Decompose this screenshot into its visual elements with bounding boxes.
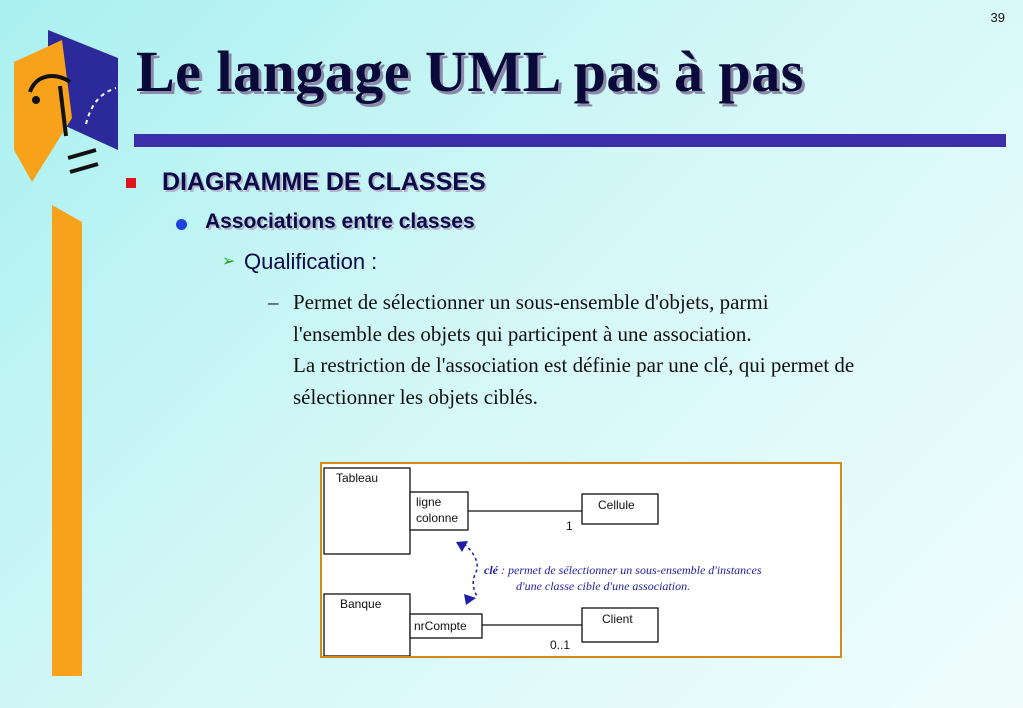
decorative-logo-face-icon [0,0,135,708]
qualifier-colonne: colonne [416,511,459,525]
uml-class-diagram [322,464,840,656]
bullet-level-4 [268,287,1008,413]
paragraph-line: l'ensemble des objets qui participent à une association. [293,321,752,346]
slide-title: Le langage UML pas à pas [136,39,804,104]
qualifier-ligne: ligne [416,495,442,509]
dash-bullet-icon: – [268,290,279,314]
paragraph-line: Permet de sélectionner un sous-ensemble d'objets, parmi [293,290,769,314]
annotation-line-1: clé : permet de sélectionner un sous-ensemble d'instances [484,563,762,577]
topic-text: Qualification : [244,249,378,274]
class-name-tableau: Tableau [336,471,379,485]
round-bullet-icon [176,219,187,230]
class-name-client: Client [602,612,633,626]
arrow-bullet-icon: ➢ [222,253,236,270]
paragraph-line: La restriction de l'association est définie par une clé, qui permet de [293,353,855,377]
paragraph-block [293,287,1008,413]
uml-qualification-figure [320,462,842,658]
class-name-cellule: Cellule [598,498,635,512]
annotation-pointer [464,544,478,598]
class-name-banque: Banque [340,597,382,611]
annotation-line-2: d'une classe cible d'une association. [516,579,691,593]
multiplicity-bottom: 0..1 [550,638,571,652]
multiplicity-top: 1 [566,519,573,533]
arrow-up-icon [456,541,468,552]
slide-number: 39 [990,10,1005,25]
square-bullet-icon [126,178,136,188]
heading-text: DIAGRAMME DE CLASSES [162,168,486,196]
title-underline-bar [134,134,1006,147]
paragraph-line: sélectionner les objets ciblés. [293,384,538,409]
subheading-text: Associations entre classes [205,210,475,233]
qualifier-nrcompte: nrCompte [414,619,467,633]
arrow-down-icon [464,594,476,605]
